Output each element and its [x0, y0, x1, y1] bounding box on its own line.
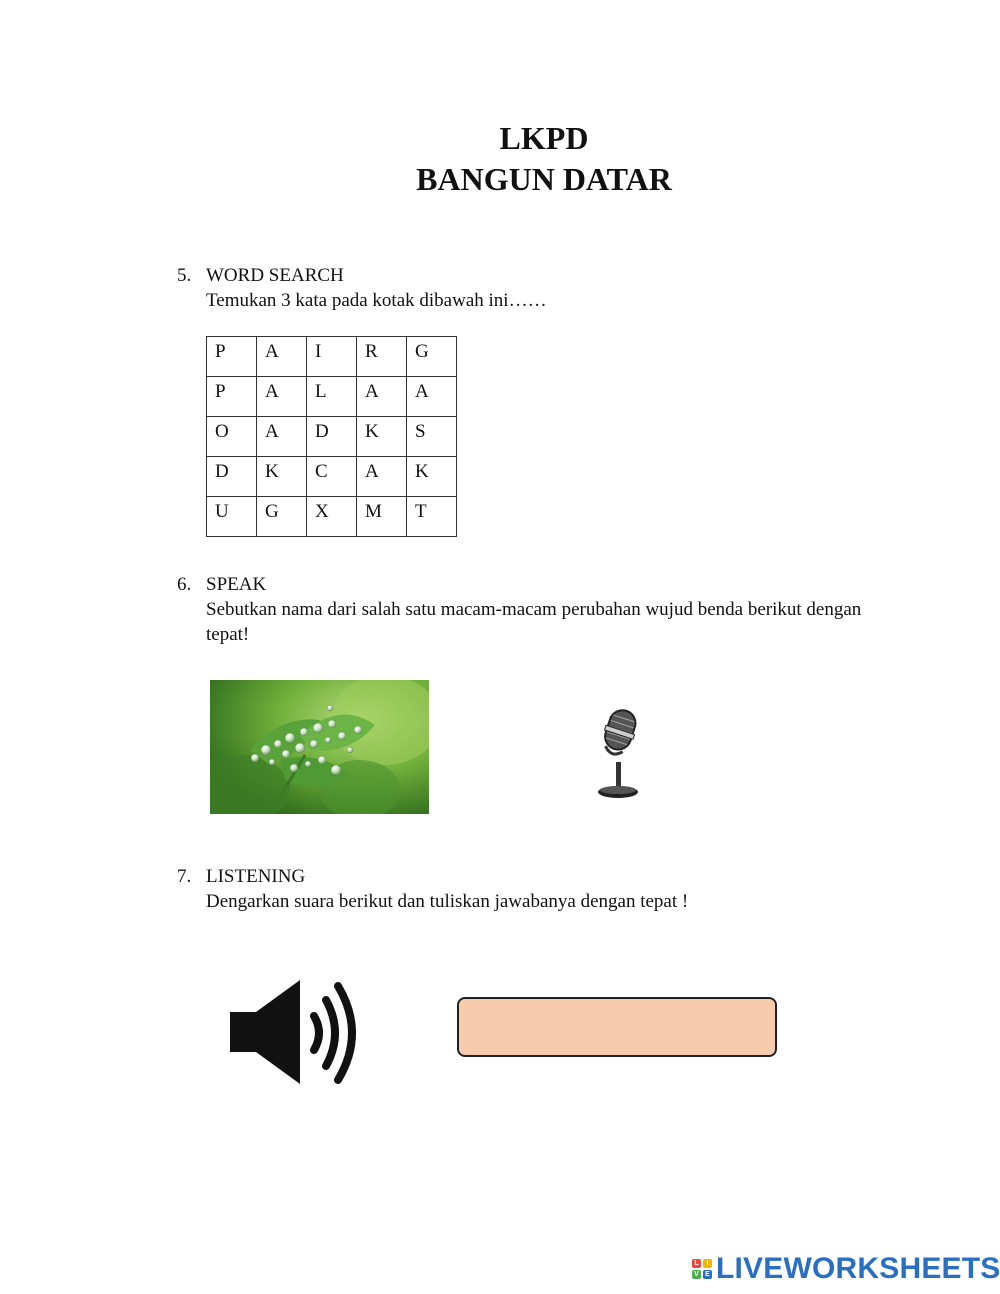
grid-cell[interactable]: K	[407, 457, 457, 497]
microphone-icon	[590, 704, 648, 800]
record-button[interactable]	[590, 704, 648, 800]
listening-answer-input[interactable]	[457, 997, 777, 1057]
section-5-number: 5.	[177, 265, 192, 286]
grid-cell[interactable]: P	[207, 337, 257, 377]
grid-cell[interactable]: K	[257, 457, 307, 497]
section-5-instruction: Temukan 3 kata pada kotak dibawah ini……	[206, 290, 547, 311]
grid-row	[207, 457, 457, 497]
grid-cell[interactable]: P	[207, 377, 257, 417]
grid-cell[interactable]: I	[307, 337, 357, 377]
speaker-icon	[226, 978, 366, 1088]
brand-logo-tile: L	[692, 1259, 701, 1268]
brand-logo-icon	[692, 1259, 712, 1279]
grid-cell[interactable]: K	[357, 417, 407, 457]
page-subtitle: BANGUN DATAR	[416, 161, 672, 197]
grid-cell[interactable]: A	[407, 377, 457, 417]
section-7-title: LISTENING	[206, 866, 306, 887]
grid-cell[interactable]: A	[357, 377, 407, 417]
grid-row	[207, 417, 457, 457]
grid-cell[interactable]: C	[307, 457, 357, 497]
grid-cell[interactable]: A	[257, 377, 307, 417]
grid-cell[interactable]: A	[257, 417, 307, 457]
grid-row	[207, 337, 457, 377]
section-5-title: WORD SEARCH	[206, 265, 344, 286]
play-audio-button[interactable]	[226, 978, 366, 1088]
grid-cell[interactable]: A	[357, 457, 407, 497]
brand-name: LIVEWORKSHEETS	[716, 1252, 1000, 1285]
grid-cell[interactable]: D	[307, 417, 357, 457]
liveworksheets-brand[interactable]	[692, 1252, 1000, 1286]
grid-row	[207, 497, 457, 537]
section-7-number: 7.	[177, 866, 192, 887]
page-title: LKPD	[499, 120, 589, 156]
grid-cell[interactable]: X	[307, 497, 357, 537]
section-6-instruction: Sebutkan nama dari salah satu macam-macam perubahan wujud benda berikut dengan tepat!	[206, 599, 862, 645]
section-5-heading	[177, 264, 344, 288]
grid-cell[interactable]: S	[407, 417, 457, 457]
grid-cell[interactable]: O	[207, 417, 257, 457]
grid-cell[interactable]: M	[357, 497, 407, 537]
grid-cell[interactable]: G	[257, 497, 307, 537]
grid-cell[interactable]: R	[357, 337, 407, 377]
section-6-title: SPEAK	[206, 574, 267, 595]
section-7-instruction: Dengarkan suara berikut dan tuliskan jawabanya dengan tepat !	[206, 891, 689, 912]
grid-cell[interactable]: T	[407, 497, 457, 537]
grid-row	[207, 377, 457, 417]
brand-logo-tile: V	[692, 1270, 701, 1279]
dew-drops-leaf-image	[210, 680, 429, 814]
section-7-heading	[177, 865, 305, 889]
grid-cell[interactable]: L	[307, 377, 357, 417]
brand-logo-tile: I	[703, 1259, 712, 1268]
section-6-heading	[177, 573, 266, 597]
section-6-number: 6.	[177, 574, 192, 595]
brand-logo-tile: E	[703, 1270, 712, 1279]
grid-cell[interactable]: D	[207, 457, 257, 497]
grid-cell[interactable]: G	[407, 337, 457, 377]
grid-cell[interactable]: U	[207, 497, 257, 537]
grid-cell[interactable]: A	[257, 337, 307, 377]
dew-drops-on-leaf-photo	[210, 680, 429, 814]
word-search-grid	[206, 336, 457, 537]
